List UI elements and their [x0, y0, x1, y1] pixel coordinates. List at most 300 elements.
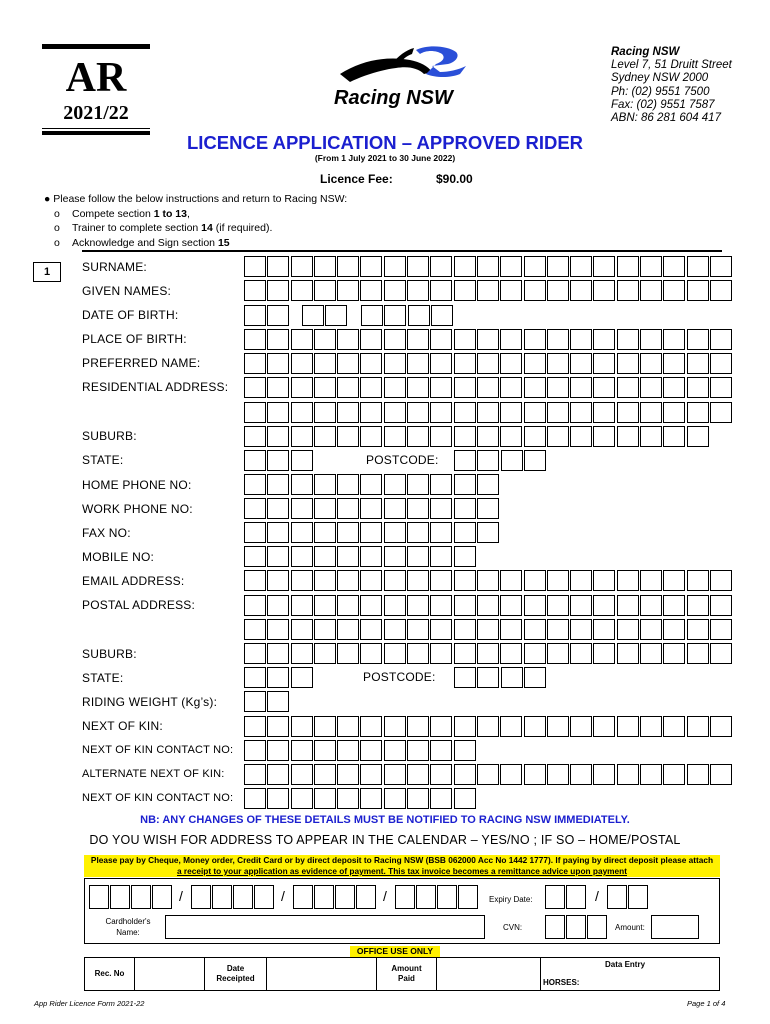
- char-box[interactable]: [687, 353, 709, 374]
- char-box[interactable]: [430, 619, 452, 640]
- char-box[interactable]: [407, 619, 429, 640]
- char-box[interactable]: [477, 329, 499, 350]
- char-box[interactable]: [687, 764, 709, 785]
- char-box[interactable]: [337, 764, 359, 785]
- char-box[interactable]: [547, 329, 569, 350]
- char-box[interactable]: [663, 619, 685, 640]
- char-box[interactable]: [291, 402, 313, 423]
- char-box[interactable]: [454, 329, 476, 350]
- char-box[interactable]: [244, 426, 266, 447]
- char-box[interactable]: [500, 426, 522, 447]
- char-box[interactable]: [524, 450, 546, 471]
- cvn-input[interactable]: [545, 915, 608, 939]
- char-box[interactable]: [570, 280, 592, 301]
- char-box[interactable]: [524, 667, 546, 688]
- char-box[interactable]: [617, 595, 639, 616]
- char-box[interactable]: [314, 426, 336, 447]
- postal-suburb-boxes[interactable]: [244, 643, 733, 664]
- work-phone-boxes[interactable]: [244, 498, 500, 519]
- char-box[interactable]: [454, 740, 476, 761]
- char-box[interactable]: [617, 619, 639, 640]
- char-box[interactable]: [314, 402, 336, 423]
- suburb-boxes[interactable]: [244, 426, 710, 447]
- char-box[interactable]: [687, 426, 709, 447]
- char-box[interactable]: [337, 377, 359, 398]
- char-box[interactable]: [244, 764, 266, 785]
- char-box[interactable]: [384, 474, 406, 495]
- char-box[interactable]: [477, 716, 499, 737]
- char-box[interactable]: [384, 377, 406, 398]
- char-box[interactable]: [547, 426, 569, 447]
- surname-boxes[interactable]: [244, 256, 733, 277]
- char-box[interactable]: [687, 619, 709, 640]
- char-box[interactable]: [710, 377, 732, 398]
- char-box[interactable]: [524, 402, 546, 423]
- char-box[interactable]: [291, 546, 313, 567]
- char-box[interactable]: [593, 595, 615, 616]
- char-box[interactable]: [454, 764, 476, 785]
- char-box[interactable]: [384, 716, 406, 737]
- char-box[interactable]: [593, 353, 615, 374]
- char-box[interactable]: [570, 643, 592, 664]
- char-box[interactable]: [477, 522, 499, 543]
- char-box[interactable]: [384, 570, 406, 591]
- char-box[interactable]: [454, 788, 476, 809]
- char-box[interactable]: [384, 740, 406, 761]
- char-box[interactable]: [360, 474, 382, 495]
- char-box[interactable]: [454, 619, 476, 640]
- char-box[interactable]: [244, 377, 266, 398]
- char-box[interactable]: [314, 498, 336, 519]
- char-box[interactable]: [663, 377, 685, 398]
- char-box[interactable]: [337, 740, 359, 761]
- char-box[interactable]: [407, 280, 429, 301]
- char-box[interactable]: [430, 595, 452, 616]
- char-box[interactable]: [454, 595, 476, 616]
- char-box[interactable]: [360, 402, 382, 423]
- char-box[interactable]: [524, 643, 546, 664]
- char-box[interactable]: [360, 377, 382, 398]
- char-box[interactable]: [454, 280, 476, 301]
- char-box[interactable]: [267, 256, 289, 277]
- char-box[interactable]: [291, 353, 313, 374]
- char-box[interactable]: [291, 788, 313, 809]
- char-box[interactable]: [524, 426, 546, 447]
- char-box[interactable]: [710, 280, 732, 301]
- char-box[interactable]: [291, 377, 313, 398]
- char-box[interactable]: [267, 474, 289, 495]
- char-box[interactable]: [477, 498, 499, 519]
- char-box[interactable]: [267, 305, 289, 326]
- char-box[interactable]: [360, 329, 382, 350]
- char-box[interactable]: [710, 256, 732, 277]
- char-box[interactable]: [384, 498, 406, 519]
- char-box[interactable]: [640, 426, 662, 447]
- char-box[interactable]: [663, 256, 685, 277]
- char-box[interactable]: [547, 716, 569, 737]
- char-box[interactable]: [314, 643, 336, 664]
- char-box[interactable]: [360, 740, 382, 761]
- char-box[interactable]: [477, 643, 499, 664]
- char-box[interactable]: [314, 570, 336, 591]
- char-box[interactable]: [500, 256, 522, 277]
- amount-input[interactable]: [651, 915, 699, 939]
- char-box[interactable]: [430, 498, 452, 519]
- postal-state-boxes[interactable]: [244, 667, 314, 688]
- char-box[interactable]: [687, 595, 709, 616]
- char-box[interactable]: [663, 426, 685, 447]
- email-boxes[interactable]: [244, 570, 733, 591]
- char-box[interactable]: [314, 619, 336, 640]
- char-box[interactable]: [524, 619, 546, 640]
- char-box[interactable]: [430, 764, 452, 785]
- char-box[interactable]: [454, 426, 476, 447]
- char-box[interactable]: [454, 498, 476, 519]
- char-box[interactable]: [267, 377, 289, 398]
- riding-weight-boxes[interactable]: [244, 691, 291, 712]
- char-box[interactable]: [267, 716, 289, 737]
- char-box[interactable]: [337, 546, 359, 567]
- char-box[interactable]: [570, 329, 592, 350]
- char-box[interactable]: [431, 305, 453, 326]
- char-box[interactable]: [430, 788, 452, 809]
- char-box[interactable]: [291, 716, 313, 737]
- char-box[interactable]: [244, 716, 266, 737]
- residential-address-boxes-2[interactable]: [244, 402, 733, 423]
- char-box[interactable]: [360, 280, 382, 301]
- char-box[interactable]: [384, 788, 406, 809]
- char-box[interactable]: [593, 764, 615, 785]
- char-box[interactable]: [384, 764, 406, 785]
- char-box[interactable]: [477, 450, 499, 471]
- char-box[interactable]: [570, 716, 592, 737]
- dob-day-boxes[interactable]: [244, 305, 291, 326]
- char-box[interactable]: [524, 256, 546, 277]
- postal-postcode-boxes[interactable]: [454, 667, 547, 688]
- char-box[interactable]: [547, 570, 569, 591]
- char-box[interactable]: [430, 522, 452, 543]
- char-box[interactable]: [244, 498, 266, 519]
- char-box[interactable]: [687, 280, 709, 301]
- char-box[interactable]: [477, 256, 499, 277]
- char-box[interactable]: [570, 402, 592, 423]
- char-box[interactable]: [244, 353, 266, 374]
- postal-address-boxes-1[interactable]: [244, 595, 733, 616]
- char-box[interactable]: [617, 377, 639, 398]
- char-box[interactable]: [267, 595, 289, 616]
- char-box[interactable]: [407, 570, 429, 591]
- char-box[interactable]: [360, 570, 382, 591]
- char-box[interactable]: [384, 305, 406, 326]
- char-box[interactable]: [430, 546, 452, 567]
- char-box[interactable]: [570, 426, 592, 447]
- char-box[interactable]: [407, 474, 429, 495]
- char-box[interactable]: [500, 377, 522, 398]
- char-box[interactable]: [430, 643, 452, 664]
- next-of-kin-boxes[interactable]: [244, 716, 733, 737]
- char-box[interactable]: [710, 353, 732, 374]
- char-box[interactable]: [244, 643, 266, 664]
- char-box[interactable]: [267, 667, 289, 688]
- char-box[interactable]: [454, 546, 476, 567]
- nok-contact-2-boxes[interactable]: [244, 788, 477, 809]
- char-box[interactable]: [314, 764, 336, 785]
- char-box[interactable]: [430, 280, 452, 301]
- char-box[interactable]: [314, 474, 336, 495]
- char-box[interactable]: [640, 377, 662, 398]
- char-box[interactable]: [314, 546, 336, 567]
- char-box[interactable]: [291, 280, 313, 301]
- char-box[interactable]: [500, 619, 522, 640]
- dob-month-boxes[interactable]: [302, 305, 349, 326]
- char-box[interactable]: [663, 402, 685, 423]
- char-box[interactable]: [291, 450, 313, 471]
- expiry-year[interactable]: [607, 885, 649, 909]
- char-box[interactable]: [267, 450, 289, 471]
- char-box[interactable]: [407, 426, 429, 447]
- char-box[interactable]: [547, 377, 569, 398]
- char-box[interactable]: [710, 570, 732, 591]
- char-box[interactable]: [640, 280, 662, 301]
- char-box[interactable]: [430, 329, 452, 350]
- char-box[interactable]: [314, 280, 336, 301]
- char-box[interactable]: [687, 570, 709, 591]
- char-box[interactable]: [593, 570, 615, 591]
- char-box[interactable]: [337, 595, 359, 616]
- char-box[interactable]: [524, 353, 546, 374]
- char-box[interactable]: [291, 619, 313, 640]
- char-box[interactable]: [710, 764, 732, 785]
- char-box[interactable]: [430, 570, 452, 591]
- char-box[interactable]: [663, 716, 685, 737]
- given-names-boxes[interactable]: [244, 280, 733, 301]
- char-box[interactable]: [291, 522, 313, 543]
- char-box[interactable]: [547, 280, 569, 301]
- char-box[interactable]: [617, 764, 639, 785]
- char-box[interactable]: [302, 305, 324, 326]
- char-box[interactable]: [360, 643, 382, 664]
- char-box[interactable]: [384, 353, 406, 374]
- char-box[interactable]: [337, 256, 359, 277]
- char-box[interactable]: [291, 498, 313, 519]
- char-box[interactable]: [617, 643, 639, 664]
- char-box[interactable]: [617, 716, 639, 737]
- char-box[interactable]: [617, 280, 639, 301]
- char-box[interactable]: [500, 353, 522, 374]
- char-box[interactable]: [337, 522, 359, 543]
- char-box[interactable]: [407, 402, 429, 423]
- card-group-1[interactable]: [89, 885, 173, 909]
- char-box[interactable]: [570, 619, 592, 640]
- char-box[interactable]: [663, 570, 685, 591]
- char-box[interactable]: [291, 667, 313, 688]
- char-box[interactable]: [710, 716, 732, 737]
- char-box[interactable]: [477, 402, 499, 423]
- char-box[interactable]: [384, 280, 406, 301]
- char-box[interactable]: [640, 764, 662, 785]
- char-box[interactable]: [454, 474, 476, 495]
- char-box[interactable]: [454, 716, 476, 737]
- nok-contact-boxes[interactable]: [244, 740, 477, 761]
- pob-boxes[interactable]: [244, 329, 733, 350]
- char-box[interactable]: [687, 256, 709, 277]
- char-box[interactable]: [524, 716, 546, 737]
- char-box[interactable]: [593, 402, 615, 423]
- char-box[interactable]: [430, 377, 452, 398]
- char-box[interactable]: [244, 256, 266, 277]
- char-box[interactable]: [547, 402, 569, 423]
- char-box[interactable]: [454, 643, 476, 664]
- char-box[interactable]: [267, 764, 289, 785]
- char-box[interactable]: [407, 256, 429, 277]
- char-box[interactable]: [570, 377, 592, 398]
- char-box[interactable]: [337, 716, 359, 737]
- char-box[interactable]: [384, 619, 406, 640]
- char-box[interactable]: [325, 305, 347, 326]
- char-box[interactable]: [454, 522, 476, 543]
- char-box[interactable]: [407, 546, 429, 567]
- char-box[interactable]: [337, 643, 359, 664]
- char-box[interactable]: [267, 426, 289, 447]
- char-box[interactable]: [244, 691, 266, 712]
- char-box[interactable]: [500, 402, 522, 423]
- char-box[interactable]: [640, 353, 662, 374]
- postal-address-boxes-2[interactable]: [244, 619, 733, 640]
- char-box[interactable]: [337, 426, 359, 447]
- char-box[interactable]: [640, 402, 662, 423]
- char-box[interactable]: [593, 426, 615, 447]
- char-box[interactable]: [454, 570, 476, 591]
- char-box[interactable]: [687, 402, 709, 423]
- char-box[interactable]: [314, 788, 336, 809]
- char-box[interactable]: [524, 764, 546, 785]
- char-box[interactable]: [267, 643, 289, 664]
- char-box[interactable]: [360, 426, 382, 447]
- char-box[interactable]: [593, 280, 615, 301]
- char-box[interactable]: [500, 280, 522, 301]
- char-box[interactable]: [384, 595, 406, 616]
- char-box[interactable]: [267, 353, 289, 374]
- char-box[interactable]: [360, 498, 382, 519]
- char-box[interactable]: [314, 329, 336, 350]
- char-box[interactable]: [477, 377, 499, 398]
- char-box[interactable]: [384, 522, 406, 543]
- char-box[interactable]: [687, 643, 709, 664]
- char-box[interactable]: [663, 764, 685, 785]
- state-boxes[interactable]: [244, 450, 314, 471]
- char-box[interactable]: [360, 619, 382, 640]
- char-box[interactable]: [500, 595, 522, 616]
- char-box[interactable]: [244, 619, 266, 640]
- char-box[interactable]: [407, 764, 429, 785]
- char-box[interactable]: [267, 619, 289, 640]
- char-box[interactable]: [430, 402, 452, 423]
- char-box[interactable]: [244, 667, 266, 688]
- char-box[interactable]: [244, 305, 266, 326]
- char-box[interactable]: [640, 716, 662, 737]
- char-box[interactable]: [617, 256, 639, 277]
- residential-address-boxes-1[interactable]: [244, 377, 733, 398]
- char-box[interactable]: [477, 280, 499, 301]
- char-box[interactable]: [454, 256, 476, 277]
- char-box[interactable]: [267, 402, 289, 423]
- char-box[interactable]: [291, 643, 313, 664]
- char-box[interactable]: [244, 474, 266, 495]
- char-box[interactable]: [500, 643, 522, 664]
- char-box[interactable]: [291, 570, 313, 591]
- char-box[interactable]: [430, 353, 452, 374]
- char-box[interactable]: [360, 595, 382, 616]
- char-box[interactable]: [337, 474, 359, 495]
- char-box[interactable]: [337, 329, 359, 350]
- char-box[interactable]: [500, 716, 522, 737]
- char-box[interactable]: [291, 426, 313, 447]
- char-box[interactable]: [524, 595, 546, 616]
- char-box[interactable]: [407, 377, 429, 398]
- char-box[interactable]: [570, 764, 592, 785]
- char-box[interactable]: [384, 402, 406, 423]
- char-box[interactable]: [663, 595, 685, 616]
- char-box[interactable]: [314, 716, 336, 737]
- char-box[interactable]: [244, 450, 266, 471]
- char-box[interactable]: [267, 788, 289, 809]
- char-box[interactable]: [314, 353, 336, 374]
- char-box[interactable]: [500, 764, 522, 785]
- char-box[interactable]: [267, 280, 289, 301]
- char-box[interactable]: [291, 256, 313, 277]
- char-box[interactable]: [360, 522, 382, 543]
- char-box[interactable]: [267, 570, 289, 591]
- preferred-name-boxes[interactable]: [244, 353, 733, 374]
- char-box[interactable]: [384, 329, 406, 350]
- char-box[interactable]: [640, 595, 662, 616]
- char-box[interactable]: [314, 595, 336, 616]
- char-box[interactable]: [524, 377, 546, 398]
- char-box[interactable]: [454, 377, 476, 398]
- char-box[interactable]: [617, 353, 639, 374]
- card-group-4[interactable]: [395, 885, 479, 909]
- char-box[interactable]: [500, 329, 522, 350]
- char-box[interactable]: [337, 619, 359, 640]
- char-box[interactable]: [384, 256, 406, 277]
- expiry-month[interactable]: [545, 885, 587, 909]
- char-box[interactable]: [360, 256, 382, 277]
- char-box[interactable]: [477, 353, 499, 374]
- char-box[interactable]: [337, 353, 359, 374]
- char-box[interactable]: [407, 716, 429, 737]
- char-box[interactable]: [244, 570, 266, 591]
- char-box[interactable]: [710, 402, 732, 423]
- char-box[interactable]: [337, 402, 359, 423]
- char-box[interactable]: [640, 329, 662, 350]
- char-box[interactable]: [640, 256, 662, 277]
- char-box[interactable]: [337, 498, 359, 519]
- mobile-boxes[interactable]: [244, 546, 477, 567]
- char-box[interactable]: [687, 329, 709, 350]
- char-box[interactable]: [524, 329, 546, 350]
- char-box[interactable]: [430, 426, 452, 447]
- char-box[interactable]: [454, 353, 476, 374]
- char-box[interactable]: [408, 305, 430, 326]
- char-box[interactable]: [547, 764, 569, 785]
- char-box[interactable]: [291, 764, 313, 785]
- char-box[interactable]: [244, 740, 266, 761]
- char-box[interactable]: [710, 643, 732, 664]
- char-box[interactable]: [617, 329, 639, 350]
- char-box[interactable]: [710, 619, 732, 640]
- char-box[interactable]: [244, 546, 266, 567]
- alt-nok-boxes[interactable]: [244, 764, 733, 785]
